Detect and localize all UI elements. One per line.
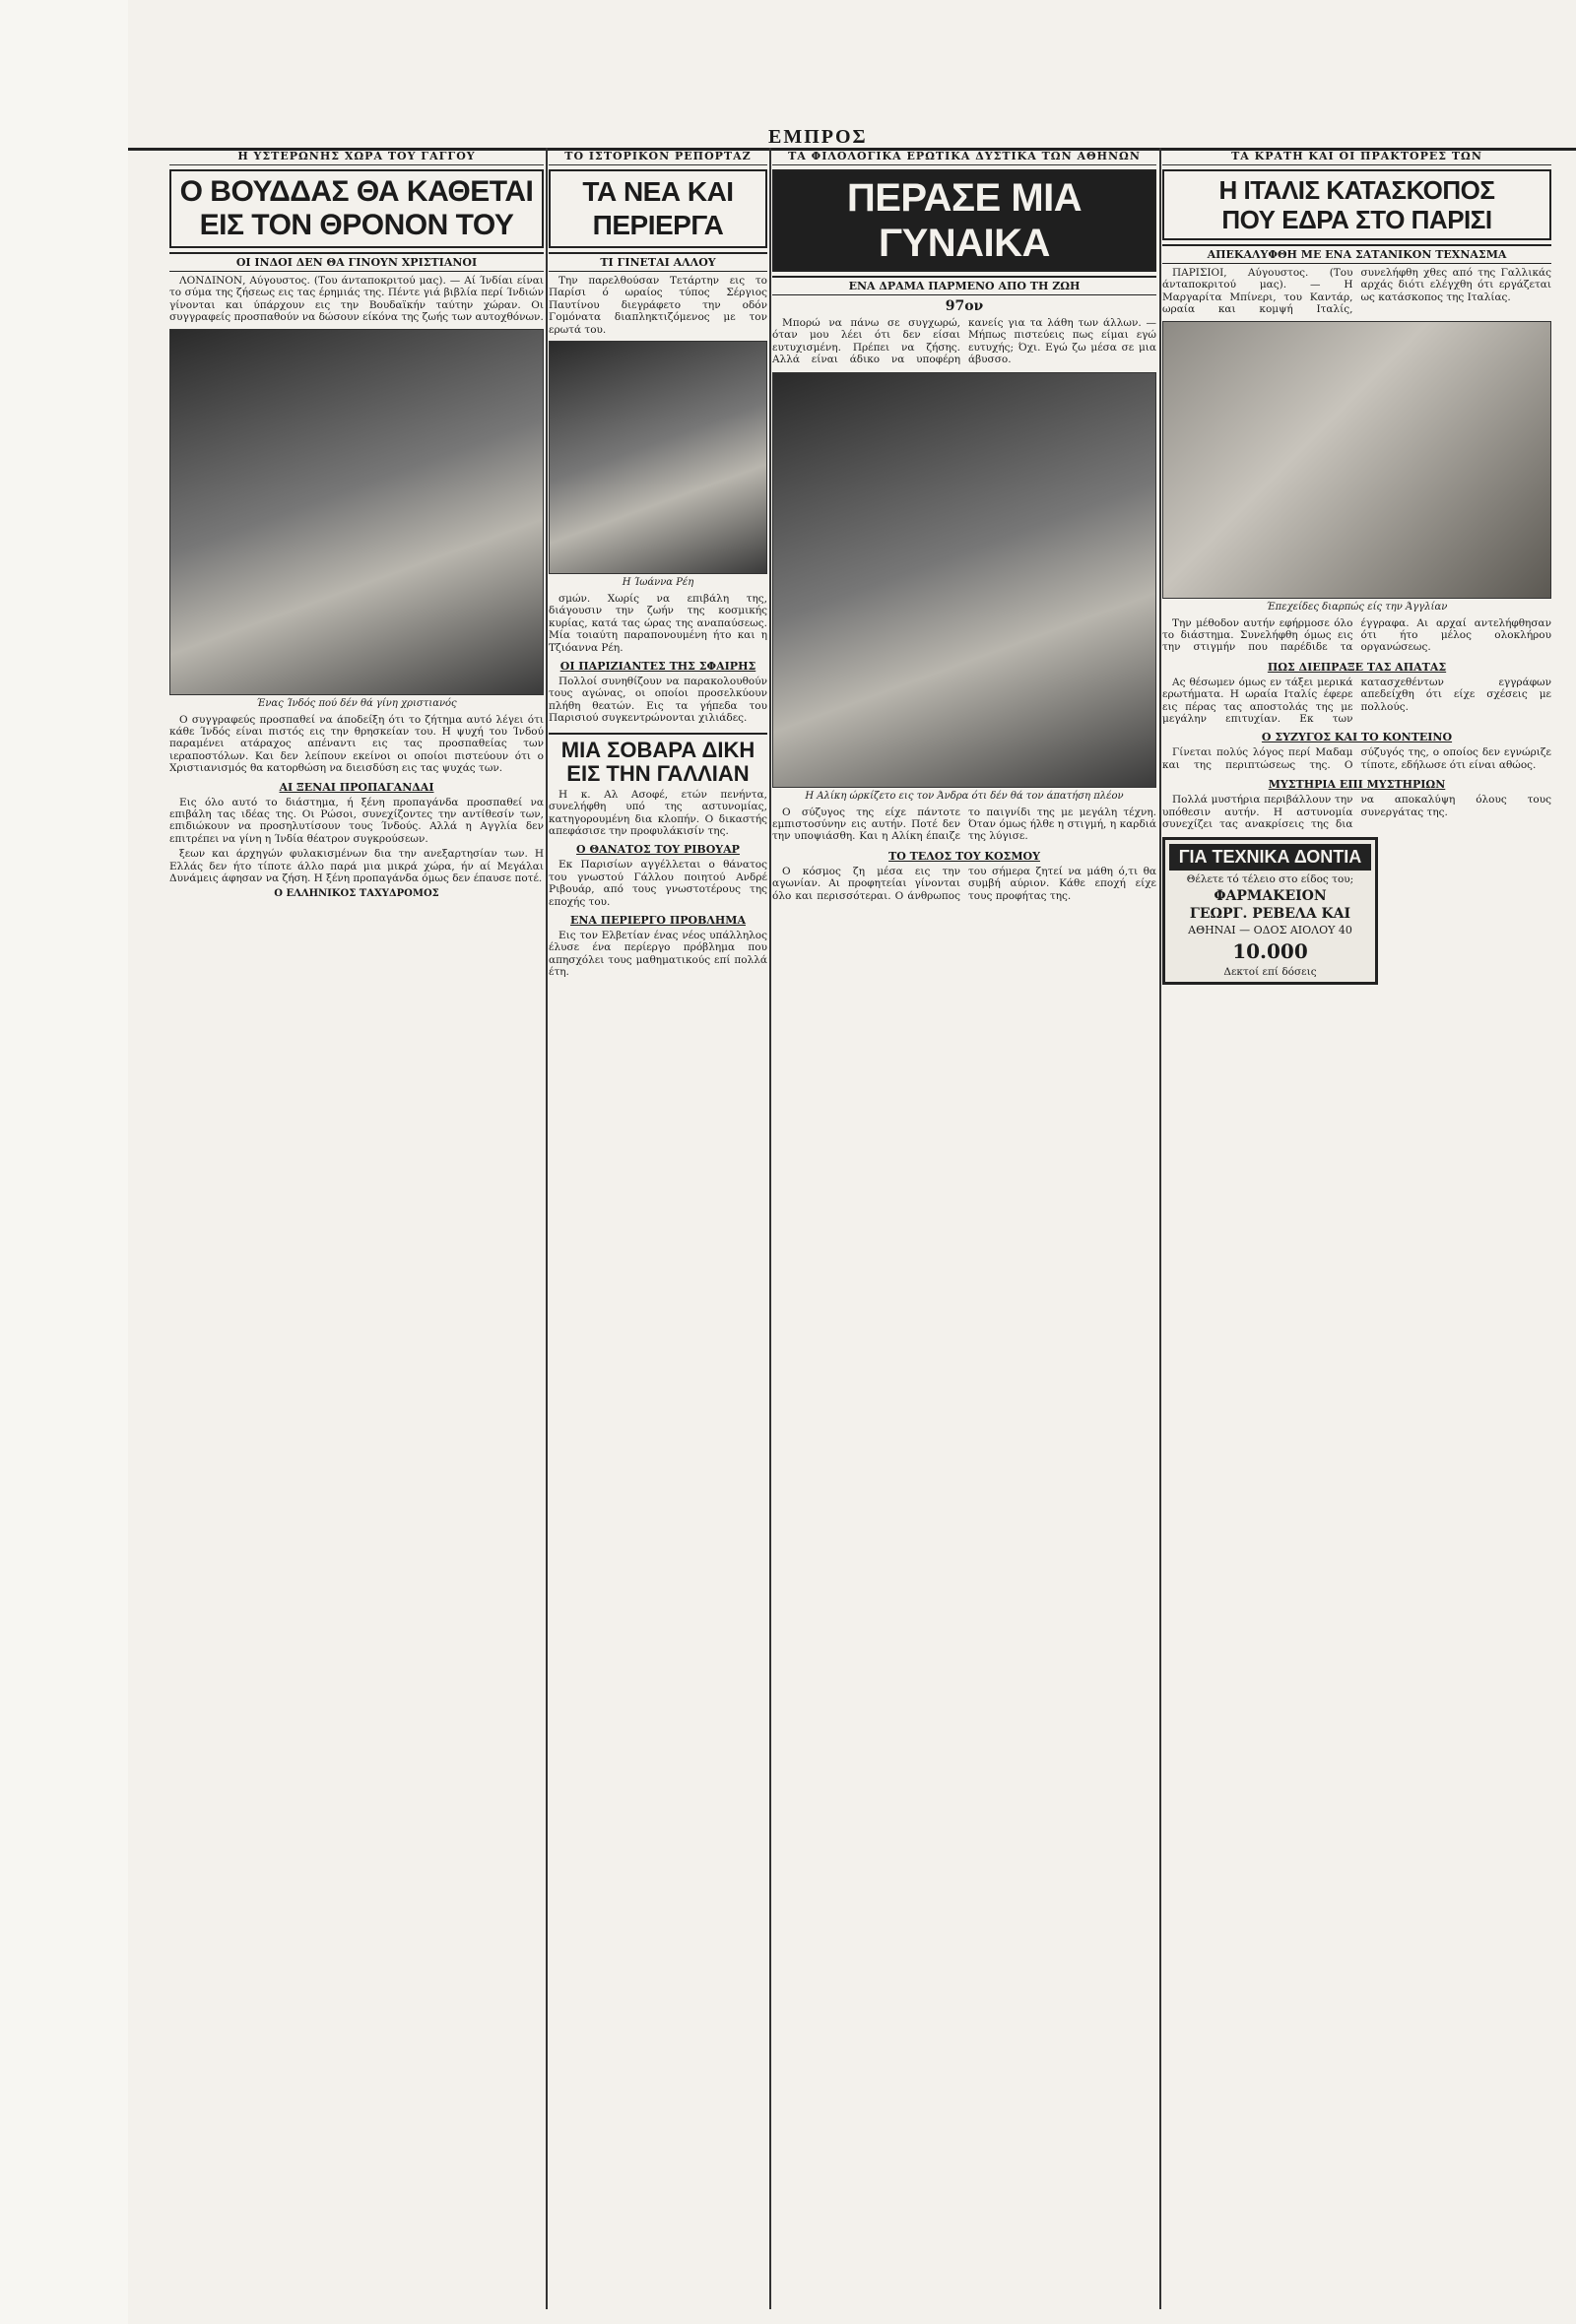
signature: Ο ΕΛΛΗΝΙΚΟΣ ΤΑΧΥΔΡΟΜΟΣ	[274, 887, 439, 899]
article-text	[1162, 794, 1551, 830]
masthead-name: ΕΜΠΡΟΣ	[768, 126, 868, 148]
article-text	[772, 866, 1156, 903]
paragraph: Εις όλο αυτό το διάστημα, ή ξένη προπαγάνδα προσπαθεί να επιβάλη τας ιδέας της. Οι Ρώσοι, συνεχίζοντες την αντίθεσίν των, επιδιώκουν να προσηλυτίσουν τους Ίνδούς. Αλλά η Αγγλία δεν επιτρέπει να γίνη η Ίνδία θέατρον συγκρούσεων.	[169, 796, 544, 845]
article-text	[772, 317, 1156, 367]
portrait-photo	[169, 329, 544, 695]
article-text	[549, 593, 767, 654]
paragraph: Ας θέσωμεν όμως εν τάξει μερικά ερωτήματα. Η ωραία Ιταλίς έφερε εις πέρας τας αποστολάς της με μεγάλην επιτυχίαν. Εκ των κατασχεθέντων εγγράφων απεδείχθη ότι είχε σχέσεις με πολλούς.	[1162, 676, 1551, 726]
paragraph: ΠΑΡΙΣΙΟΙ, Αύγουστος. (Του άνταποκριτού μας). — Η Μαργαρίτα Μπίνερι, του Καντάρ, ωραία και κομψή Ιταλίς, συνελήφθη χθες από της Γαλλικάς αρχάς διότι ελέγχθη ότι εργάζεται ως κατάσκοπος της Ιταλίας.	[1162, 267, 1551, 316]
paragraph: σμών. Χωρίς να επιβάλη της, διάγουσιν την ζωήν της κοσμικής κυρίας, κατά τας ώρας της αναπαύσεως. Μία τοιαύτη παραπονουμένη ήτο και η Τζιόαννα Ρέη.	[549, 593, 767, 654]
column-rule	[1159, 148, 1161, 2309]
article-text	[1162, 677, 1551, 726]
headline-box	[1162, 169, 1551, 240]
article-text	[1162, 746, 1551, 772]
headline-line: Ο ΒΟΥΔΔΑΣ ΘΑ ΚΑΘΕΤΑΙ	[179, 175, 534, 208]
subhead: ΤΟ ΤΕΛΟΣ ΤΟΥ ΚΟΣΜΟΥ	[888, 849, 1040, 863]
paragraph: Μπορώ να πάνω σε συγχωρώ, όταν μου λέει ότι δεν είσαι ευτυχισμένη. Πρέπει να ζήσης. Αλλά είναι άδικο να υποφέρη κανείς για τα λάθη των άλλων. — Μήπως πιστεύεις πως είμαι εγώ ευτυχής; Όχι. Εγώ ζω μέσα σε μια άβυσσο.	[772, 317, 1156, 366]
subhead: ΟΙ ΠΑΡΙΖΙΑΝΤΕΣ ΤΗΣ ΣΦΑΙΡΗΣ	[559, 660, 756, 674]
headline-box	[169, 169, 544, 248]
paragraph: Την παρελθούσαν Τετάρτην εις το Παρίσι ό ωραίος τύπος Σέργιος Παυτίνου διεγράφετο την οδόν Γομόνατα διαπληκτιζόμενος με τον ερωτά του.	[549, 275, 767, 336]
pharmacy-ad	[1162, 837, 1378, 985]
paragraph: Η κ. Αλ Ασοφέ, ετών πενήντα, συνελήφθη υπό της αστυνομίας, κατηγορουμένη δια κλοπήν. Ο δικαστής απεφάσισε την προφυλάκισίν της.	[549, 788, 767, 837]
photo-caption: Η Αλίκη ώρκίζετο εις τον Άνδρα ότι δέν θά τον άπατήση πλέον	[805, 790, 1124, 802]
headline-line: ΕΙΣ ΤΟΝ ΘΡΟΝΟΝ ΤΟΥ	[199, 209, 514, 241]
article-buddha	[169, 148, 544, 2309]
photo-caption: Η Ίωάννα Ρέη	[622, 577, 694, 589]
headline-line: Η ΙΤΑΛΙΣ ΚΑΤΑΣΚΟΠΟΣ	[1218, 175, 1495, 205]
actress-photo	[549, 341, 767, 574]
subhead: ΜΥΣΤΗΡΙΑ ΕΠΙ ΜΥΣΤΗΡΙΩΝ	[1268, 778, 1446, 792]
article-text	[169, 848, 544, 884]
article-text	[549, 930, 767, 979]
deck: ΑΠΕΚΑΛΥΦΘΗ ΜΕ ΕΝΑ ΣΑΤΑΝΙΚΟΝ ΤΕΧΝΑΣΜΑ	[1162, 244, 1551, 264]
kicker: ΤΟ ΙΣΤΟΡΙΚΟΝ ΡΕΠΟΡΤΑΖ	[549, 148, 767, 165]
article-text	[169, 714, 544, 775]
ad-price: 10.000	[1232, 938, 1308, 963]
kicker: ΤΑ ΦΙΛΟΛΟΓΙΚΑ ΕΡΩΤΙΚΑ ΔΥΣΤΙΚΑ ΤΩΝ ΑΘΗΝΩΝ	[772, 148, 1156, 165]
article-text	[169, 275, 544, 324]
street-photo	[1162, 321, 1551, 599]
headline-line: ΠΟΥ ΕΔΡΑ ΣΤΟ ΠΑΡΙΣΙ	[1221, 205, 1492, 234]
kicker: Η ΥΣΤΕΡΩΝΗΣ ΧΩΡΑ ΤΟΥ ΓΑΓΓΟΥ	[169, 148, 544, 165]
article-text	[1162, 267, 1551, 316]
subhead: ΠΩΣ ΔΙΕΠΡΑΞΕ ΤΑΣ ΑΠΑΤΑΣ	[1267, 660, 1447, 674]
article-serial	[772, 148, 1156, 2309]
ad-terms: Δεκτοί επί δόσεις	[1223, 965, 1317, 978]
photo-caption: Έπεχείδες διαρπώς είς την Άγγλίαν	[1266, 601, 1448, 613]
article-text	[1162, 617, 1551, 655]
headline-line: ΠΕΡΑΣΕ ΜΙΑ ΓΥΝΑΙΚΑ	[846, 176, 1083, 265]
ad-line: Θέλετε τό τέλειο στο είδος του;	[1186, 872, 1354, 885]
subhead: ΕΝΑ ΠΕΡΙΕΡΓΟ ΠΡΟΒΛΗΜΑ	[569, 913, 747, 927]
deck: ΕΝΑ ΔΡΑΜΑ ΠΑΡΜΕΝΟ ΑΠΟ ΤΗ ΖΩΗ	[772, 276, 1156, 295]
article-text	[549, 275, 767, 336]
column-rule	[546, 148, 548, 2309]
subhead: ΑΙ ΞΕΝΑΙ ΠΡΟΠΑΓΑΝΔΑΙ	[279, 780, 434, 794]
paragraph: Πολλοί συνηθίζουν να παρακολουθούν τους αγώνας, οι οποίοι προσελκύουν πλήθη θεατών. Εις τα γήπεδα του Παρισιού συγκεντρώνονται χιλιάδες.	[549, 676, 767, 725]
couple-photo	[772, 372, 1156, 788]
photo-caption: Ένας Ίνδός πού δέν θά γίνη χριστιανός	[256, 697, 457, 709]
subhead: Ο ΘΑΝΑΤΟΣ ΤΟΥ ΡΙΒΟΥΑΡ	[576, 843, 740, 857]
article-text	[549, 859, 767, 908]
article-text	[772, 807, 1156, 844]
article-spy	[1162, 148, 1551, 2309]
installment-number: 97ον	[945, 298, 984, 314]
ad-address: ΑΘΗΝΑΙ — ΟΔΟΣ ΑΙΟΛΟΥ 40	[1188, 923, 1352, 936]
article-news	[549, 148, 767, 2309]
paragraph: Ο συγγραφεύς προσπαθεί να άποδείξη ότι το ζήτημα αυτό λέγει ότι κάθε Ίνδός είναι πιστός εις την θρησκείαν του. Η ψυχή του Ίνδού παραμένει ατάραχος απέναντι εις τας προσπαθείας των ιεραποστόλων. Και δεν λείπουν εκείνοι οι οποίοι πιστεύουν ότι ο Χριστιανισμός θα κατορθώση να διεισδύση εις τας ψυχάς των.	[169, 713, 544, 775]
article-text	[549, 676, 767, 725]
paragraph: ΛΟΝΔΙΝΟΝ, Αύγουστος. (Του άνταποκριτού μας). — Αί Ίνδίαι είναι το σύμα της ζήσεως εις τας έρημιάς της. Πέντε γιά βιβλία περί Ίνδιών γίνονται και ύπάρχουν εις την Βουδαϊκήν ταύτην χώραν. Οι συγγραφείς προσπαθούν να δώσουν είκόνα της ζωής των αυτοχθόνων.	[169, 275, 544, 324]
paragraph: Την μέθοδον αυτήν εφήρμοσε όλο το διάστημα. Συνελήφθη όμως εις την στιγμήν που παρέδιδε τα έγγραφα. Αι αρχαί αντελήφθησαν ότι ήτο μέλος ολοκλήρου οργανώσεως.	[1162, 616, 1551, 654]
article-text	[549, 789, 767, 838]
subhead: Ο ΣΥΖΥΓΟΣ ΚΑΙ ΤΟ ΚΟΝΤΕΙΝΟ	[1261, 731, 1453, 744]
ad-line: ΓΕΩΡΓ. ΡΕΒΕΛΑ ΚΑΙ	[1189, 905, 1351, 922]
paragraph: Εκ Παρισίων αγγέλλεται ο θάνατος του γνωστού Γάλλου ποιητού Ανδρέ Ριβουάρ, από τους γνωστοτέρους της εποχής του.	[549, 859, 767, 908]
paragraph: Πολλά μυστήρια περιβάλλουν την υπόθεσιν αυτήν. Η αστυνομία συνεχίζει τας ανακρίσεις της δια να αποκαλύψη όλους τους συνεργάτας της.	[1162, 794, 1551, 831]
headline-line: ΤΑ ΝΕΑ ΚΑΙ	[582, 176, 734, 207]
paragraph: Εις τον Ελβετίαν ένας νέος υπάλληλος έλυσε ένα περίεργο πρόβλημα που απησχόλει τους μαθηματικούς επί πολλά έτη.	[549, 929, 767, 979]
paragraph: Γίνεται πολύς λόγος περί Μαδαμ και της περιπτώσεως της. Ο σύζυγός της, ο οποίος δεν εγνώριζε τίποτε, εδήλωσε ότι είναι αθώος.	[1162, 746, 1551, 771]
paragraph: ξεων και άρχηγών φυλακισμένων δια την ανεξαρτησίαν των. Η Ελλάς δεν ήτο τίποτε άλλο παρά μια μικρά χώρα, ήν αί Μεγάλαι Δυνάμεις άφησαν να ζήση. Η ξένη προπαγάνδα όμως δεν έπαυσε ποτέ.	[169, 848, 544, 885]
article-text	[169, 797, 544, 846]
ad-title: ΓΙΑ ΤΕΧΝΙΚΑ ΔΟΝΤΙΑ	[1169, 844, 1371, 871]
headline-box	[549, 169, 767, 248]
column-rule	[769, 148, 771, 2309]
headline-box	[772, 169, 1156, 272]
section-headline: ΜΙΑ ΣΟΒΑΡΑ ΔΙΚΗ ΕΙΣ ΤΗΝ ΓΑΛΛΙΑΝ	[549, 733, 767, 786]
ad-line: ΦΑΡΜΑΚΕΙΟΝ	[1214, 887, 1327, 904]
paragraph: Ο σύζυγος της είχε πάντοτε εμπιστοσύνην εις αυτήν. Ποτέ δεν την υποψιάσθη. Και η Αλίκη έπαιζε το παιγνίδι της με μεγάλη τέχνη. Όταν όμως ήλθε η στιγμή, η καρδιά της λύγισε.	[772, 806, 1156, 843]
paragraph: Ο κόσμος ζη μέσα εις την αγωνίαν. Αι προφητείαι γίνονται όλο και περισσότεραι. Ο άνθρωπος του σήμερα ζητεί να μάθη ό,τι θα συμβή αύριον. Κάθε εποχή είχε τους προφήτας της.	[772, 865, 1156, 902]
headline-line: ΠΕΡΙΕΡΓΑ	[592, 210, 724, 240]
deck: ΟΙ ΙΝΔΟΙ ΔΕΝ ΘΑ ΓΙΝΟΥΝ ΧΡΙΣΤΙΑΝΟΙ	[169, 252, 544, 272]
kicker: ΤΑ ΚΡΑΤΗ ΚΑΙ ΟΙ ΠΡΑΚΤΟΡΕΣ ΤΩΝ	[1162, 148, 1551, 165]
deck: ΤΙ ΓΙΝΕΤΑΙ ΑΛΛΟΥ	[549, 252, 767, 272]
blank-margin	[0, 0, 128, 2324]
